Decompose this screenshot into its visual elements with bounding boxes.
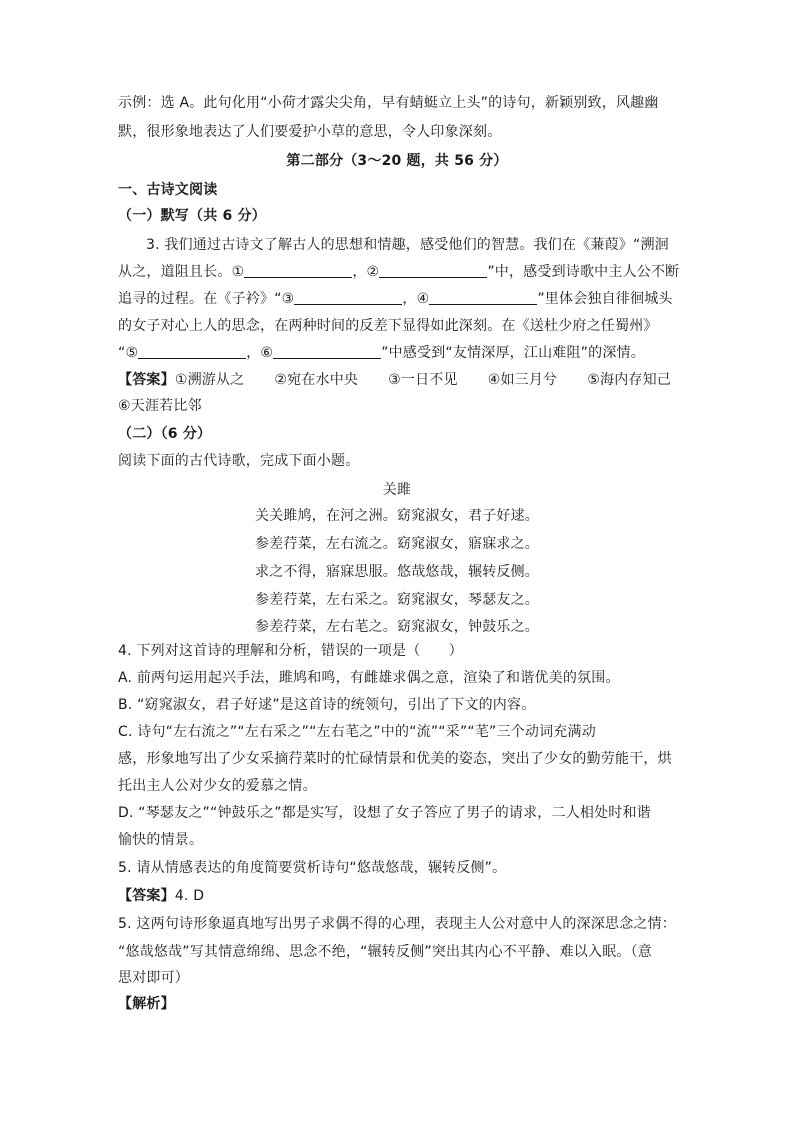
q3-line-2 [118,262,680,282]
answer-6: ⑥天涯若比邻 [118,398,202,414]
q4-option-c-line-2: 感，形象地写出了少女采摘荇菜时的忙碌情景和优美的姿态，突出了少女的勤劳能干，烘 [118,751,672,767]
q4-option-c-line-3: 托出主人公对少女的爱慕之情。 [118,778,317,794]
answer-4: ④如三月兮 [487,372,558,388]
answer-label: 【答案】 [118,888,175,904]
part-2-title: 第二部分（3～20 题，共 56 分） [286,153,508,169]
q4-option-b: B. “窈窕淑女，君子好逑”是这首诗的统领句，引出了下文的内容。 [118,697,536,713]
q5-answer-line-1: 5. 这两句诗形象逼真地写出男子求偶不得的心理，表现主人公对意中人的深深思念之情： [118,916,677,932]
q3-line-5 [118,343,676,363]
section-1-title: 一、古诗文阅读 [118,182,218,198]
example-line-2: 默，很形象地表达了人们要爱护小草的意思，令人印象深刻。 [118,124,502,140]
q3-line-3-text-a: 追寻的过程。在《子衿》“③ [118,291,295,307]
subsection-1-title: （一）默写（共 6 分） [118,208,266,224]
q3-line-2-text-c: ”中，感受到诗歌中主人公不断 [487,264,680,280]
q4-option-d-line-1: D. “琴瑟友之”“钟鼓乐之”都是实写，设想了女子答应了男子的请求，二人相处时和谐 [118,805,651,821]
answer-3: ③一日不见 [388,372,458,388]
analysis-label: 【解析】 [118,996,175,1012]
blank-1 [244,262,352,278]
q3-line-3-text-c: ”里体会独自徘徊城头 [537,291,673,307]
answer-5: ⑤海内存知己 [587,372,672,388]
poem-line: 参差荇菜，左右流之。窈窕淑女，寤寐求之。 [255,536,539,552]
q3-line-3 [118,289,676,309]
answer-2: ②宛在水中央 [274,372,359,388]
q4-option-a: A. 前两句运用起兴手法，雎鸠和鸣，有雌雄求偶之意，渲染了和谐优美的氛围。 [118,670,620,686]
subsection-2-title: （二）（6 分） [118,426,212,442]
q4-stem: 4. 下列对这首诗的理解和分析，错误的一项是（ ） [118,643,464,659]
answer-1: ①溯游从之 [174,372,245,388]
poem-line: 求之不得，寤寐思服。悠哉悠哉，辗转反侧。 [255,564,539,580]
poem-line: 参差荇菜，左右芼之。窈窕淑女，钟鼓乐之。 [255,619,539,635]
answer-2-line [118,886,676,906]
q3-line-5-text-a: “⑤ [118,345,139,361]
poem-line: 参差荇菜，左右采之。窈窕淑女，琴瑟友之。 [255,592,539,608]
q5-answer-line-3: 思对即可） [118,970,189,986]
poem-title: 关雎 [382,482,412,498]
q3-line-2-text-b: ，② [352,264,380,280]
blank-5 [138,343,246,359]
read-instruction: 阅读下面的古代诗歌，完成下面小题。 [118,453,360,469]
q5-stem: 5. 请从情感表达的角度简要赏析诗句“悠哉悠哉，辗转反侧”。 [118,860,507,876]
blank-4 [429,289,537,305]
answer-label: 【答案】 [118,372,175,388]
blank-2 [379,262,487,278]
q4-option-c-line-1: C. 诗句“左右流之”“左右采之”“左右芼之”中的“流”“采”“芼”三个动词充满动 [118,724,596,740]
blank-6 [273,343,381,359]
q3-line-4: 的女子对心上人的思念，在两种时间的反差下显得如此深刻。在《送杜少府之任蜀州》 [118,318,658,334]
q5-answer-line-2: “悠哉悠哉”写其情意绵绵、思念不绝，“辗转反侧”突出其内心不平静、难以入眠。（意 [118,944,653,960]
q3-line-5-text-b: ，⑥ [246,345,274,361]
answer-value: 4. D [174,888,205,904]
poem-line: 关关雎鸠，在河之洲。窈窕淑女，君子好逑。 [255,508,539,524]
q3-line-5-text-c: ”中感受到“友情深厚，江山难阻”的深情。 [381,345,645,361]
q3-line-2-text-a: 从之，道阻且长。① [118,264,245,280]
q4-option-d-line-2: 愉快的情景。 [118,832,204,848]
blank-3 [294,289,402,305]
q3-line-3-text-b: ，④ [402,291,430,307]
q3-answer-line-1 [118,370,676,390]
q3-line-1: 3. 我们通过古诗文了解古人的思想和情趣，感受他们的智慧。我们在《蒹葭》“溯洄 [146,237,669,253]
example-line-1: 示例：选 A。此句化用“小荷才露尖尖角，早有蜻蜓立上头”的诗句，新颖别致，风趣幽 [118,95,659,111]
